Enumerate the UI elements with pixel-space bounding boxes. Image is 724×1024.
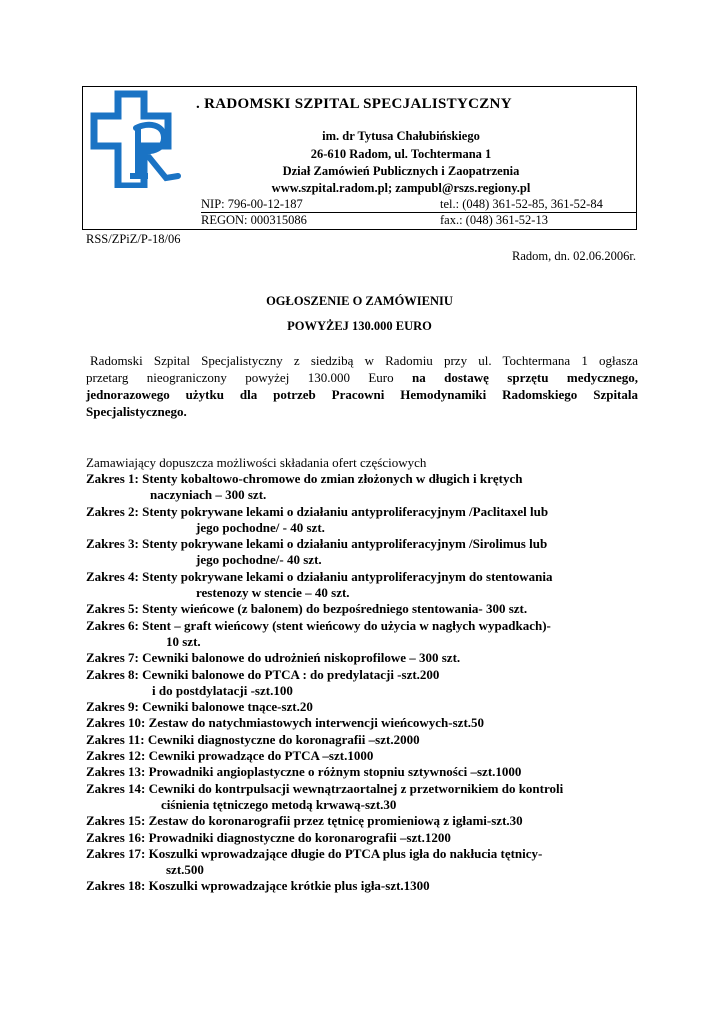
scope-item: Zakres 18: Koszulki wprowadzające krótkie plus igła-szt.1300: [86, 878, 430, 894]
hospital-name: . RADOMSKI SZPITAL SPECJALISTYCZNY: [196, 96, 512, 112]
scope-item: Zakres 12: Cewniki prowadzące do PTCA –szt.1000: [86, 748, 374, 764]
scope-item: Zakres 15: Zestaw do koronarografii przez tętnicę promieniową z igłami-szt.30: [86, 813, 523, 829]
hospital-fax: fax.: (048) 361-52-13: [440, 213, 548, 227]
scope-item: Zakres 13: Prowadniki angioplastyczne o różnym stopniu sztywności –szt.1000: [86, 764, 522, 780]
hospital-contact-web: www.szpital.radom.pl; zampubl@rszs.regiony.pl: [271, 181, 531, 195]
scope-item: Zakres 16: Prowadniki diagnostyczne do koronarografii –szt.1200: [86, 829, 451, 845]
scope-item-continuation: naczyniach – 300 szt.: [150, 487, 267, 503]
scope-item: Zakres 9: Cewniki balonowe tnące-szt.20: [86, 699, 313, 715]
scope-item: Zakres 8: Cewniki balonowe do PTCA : do predylatacji -szt.200: [86, 666, 440, 682]
intro-line: jednorazowego użytku dla potrzeb Pracowni Hemodynamiki Radomskiego Szpitala: [86, 387, 638, 402]
scope-item: Zakres 5: Stenty wieńcowe (z balonem) do bezpośredniego stentowania- 300 szt.: [86, 601, 528, 617]
scope-item: Zakres 3: Stenty pokrywane lekami o działaniu antyproliferacyjnym /Sirolimus lub: [86, 536, 548, 552]
hospital-tel: tel.: (048) 361-52-85, 361-52-84: [440, 197, 603, 211]
scope-item-continuation: ciśnienia tętniczego metodą krwawą-szt.30: [161, 796, 397, 812]
scope-item-continuation: i do postdylatacji -szt.100: [152, 682, 293, 698]
intro-line: przetarg nieograniczony powyżej 130.000 Euro na dostawę sprzętu medycznego,: [86, 370, 638, 385]
scope-item: Zakres 2: Stenty pokrywane lekami o działaniu antyproliferacyjnym /Paclitaxel lub: [86, 503, 549, 519]
hospital-nip: NIP: 796-00-12-187: [201, 197, 303, 211]
scope-item: Zakres 14: Cewniki do kontrpulsacji wewnątrzaortalnej z przetwornikiem do kontroli: [86, 780, 564, 796]
scope-item-continuation: restenozy w stencie – 40 szt.: [196, 585, 350, 601]
scope-item-continuation: jego pochodne/- 40 szt.: [196, 552, 322, 568]
intro-line: Specjalistycznego.: [86, 404, 187, 419]
letterhead: [82, 86, 637, 230]
hospital-address: 26-610 Radom, ul. Tochtermana 1: [310, 147, 492, 161]
scope-item: Zakres 17: Koszulki wprowadzające długie do PTCA plus igła do nakłucia tętnicy-: [86, 845, 543, 861]
document-date: Radom, dn. 02.06.2006r.: [512, 249, 636, 263]
intro-paragraph: [86, 352, 638, 420]
scope-item: Zakres 4: Stenty pokrywane lekami o działaniu antyproliferacyjnym do stentowania: [86, 568, 553, 584]
intro-line: Radomski Szpital Specjalistyczny z siedzibą w Radomiu przy ul. Tochtermana 1 ogłasza: [90, 353, 638, 368]
scope-list: [86, 471, 646, 895]
scope-item-continuation: 10 szt.: [166, 633, 201, 649]
hospital-logo-icon: [86, 88, 194, 188]
hospital-patron: im. dr Tytusa Chałubińskiego: [322, 129, 480, 143]
notice-title: OGŁOSZENIE O ZAMÓWIENIU: [266, 294, 453, 308]
scope-item: Zakres 7: Cewniki balonowe do udrożnień niskoprofilowe – 300 szt.: [86, 650, 461, 666]
hospital-regon: REGON: 000315086: [201, 213, 307, 227]
scope-item: Zakres 1: Stenty kobaltowo-chromowe do zmian złożonych w długich i krętych: [86, 471, 523, 486]
scope-item: Zakres 10: Zestaw do natychmiastowych interwencji wieńcowych-szt.50: [86, 715, 485, 731]
scope-item: Zakres 6: Stent – graft wieńcowy (stent wieńcowy do użycia w nagłych wypadkach)-: [86, 617, 551, 633]
scope-item-continuation: szt.500: [166, 862, 204, 878]
hospital-department: Dział Zamówień Publicznych i Zaopatrzenia: [282, 164, 520, 178]
scope-item: Zakres 11: Cewniki diagnostyczne do koronagrafii –szt.2000: [86, 731, 420, 747]
scope-item-continuation: jego pochodne/ - 40 szt.: [196, 519, 325, 535]
notice-subtitle: POWYŻEJ 130.000 EURO: [287, 319, 432, 333]
reference-number: RSS/ZPiZ/P-18/06: [86, 232, 181, 246]
partial-offers-note: Zamawiający dopuszcza możliwości składania ofert częściowych: [86, 455, 427, 470]
